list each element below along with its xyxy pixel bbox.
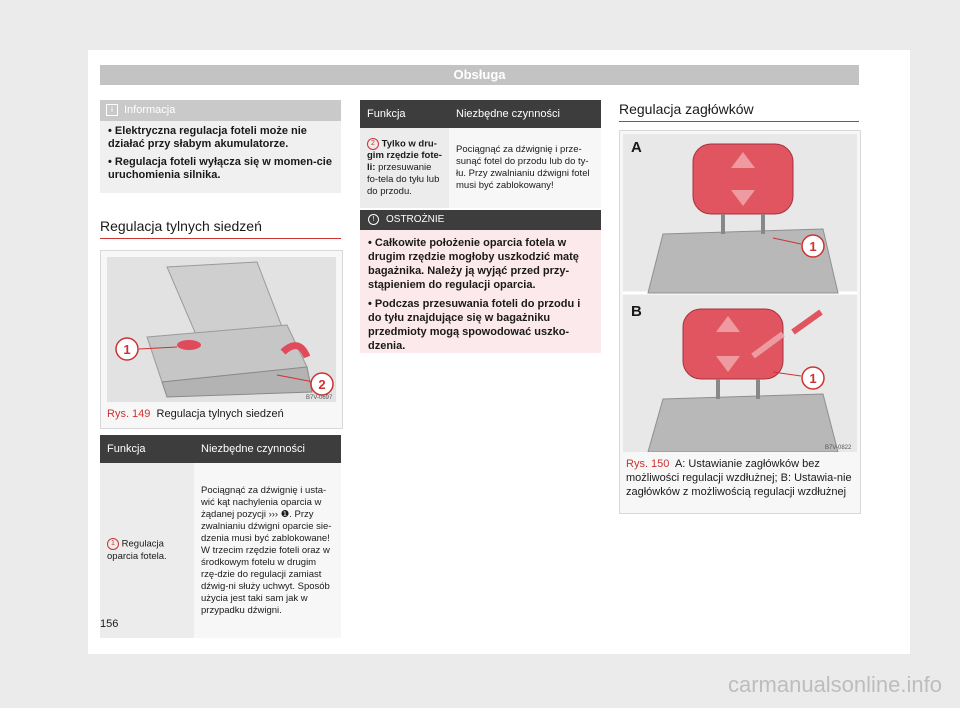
callout-1-a: 1 (809, 239, 817, 254)
warning-item: • Całkowite położenie oparcia fotela w drugim rzędzie mogłoby uszkodzić matę bagażnika. Należy ją wyjąć przed przy-stąpieniem do regulacji oparcia. (368, 237, 579, 291)
info-title: Informacja (124, 104, 176, 116)
table-cell-function: 1 Regulacja oparcia fotela. (100, 463, 194, 638)
table-cell-function: 2 Tylko w dru-gim rzędzie fote-li: przesuwanie fo-tela do tyłu lub do przodu. (360, 128, 449, 208)
page-number: 156 (100, 618, 119, 630)
table-header: Niezbędne czynności (194, 435, 341, 463)
figure-149 (100, 250, 343, 429)
info-header (100, 100, 341, 121)
callout-1: 1 (123, 342, 131, 357)
page-header: Obsługa (100, 65, 859, 85)
info-item: • Elektryczna regulacja foteli może nie działać przy słabym akumulatorze. (108, 125, 307, 150)
warning-body (360, 230, 601, 364)
table-header: Funkcja (360, 100, 449, 128)
headrest-illustration (623, 134, 857, 452)
figure-code: B7V-0697 (306, 395, 333, 401)
watermark: carmanualsonline.info (727, 672, 942, 697)
warning-box (360, 210, 601, 353)
number-badge: 2 (367, 138, 379, 150)
table-header: Niezbędne czynności (449, 100, 601, 128)
info-item: • Regulacja foteli wyłącza się w momen-cie uruchomienia silnika. (108, 156, 332, 181)
callout-2: 2 (318, 377, 326, 392)
warning-icon: ! (368, 214, 379, 225)
info-icon: i (106, 104, 118, 116)
table-row (360, 128, 601, 208)
rear-seat-illustration (107, 257, 336, 402)
info-body (100, 121, 341, 191)
table-row (100, 463, 341, 638)
section-title-rear-seats: Regulacja tylnych siedzeń (100, 218, 341, 239)
table-cell-action: Pociągnąć za dźwignię i usta-wić kąt nachylenia oparcia w żądanej pozycji ››› ❶. Przy zwalnianiu dźwigni oparcie sie-dzenia musi być zablokowane! W trzecim rzędzie foteli oraz w środkowym fotelu w drugim rzę-dzie do regulacji zamiast dźwig-ni służy uchwyt. Sposób użycia jest taki sam jak w przypadku dźwigni. (194, 463, 341, 638)
warning-item: • Podczas przesuwania foteli do przodu i do tyłu znajdujące się w bagażniku przedmioty mogą spowodować uszko-dzenia. (368, 298, 581, 352)
functions-table-1 (100, 435, 341, 638)
table-cell-action: Pociągnąć za dźwignię i prze-sunąć fotel do przodu lub do ty-łu. Przy zwalnianiu dźwigni fotel musi być zablokowany! (449, 128, 601, 208)
number-badge: 1 (107, 538, 119, 550)
figure-caption: Rys. 149 Regulacja tylnych siedzeń (107, 408, 284, 420)
info-box (100, 100, 341, 193)
figure-150 (619, 130, 861, 514)
callout-1-b: 1 (809, 371, 817, 386)
panel-a-label: A (631, 139, 642, 156)
functions-table-2 (360, 100, 601, 208)
figure-caption: Rys. 150 A: Ustawianie zagłówków bez możliwości regulacji wzdłużnej; B: Ustawia-nie zagłówków z możliwością regulacji wzdłużnej (626, 458, 852, 498)
figure-code: B7V-0822 (825, 445, 852, 451)
panel-b-label: B (631, 303, 642, 320)
section-title-headrests: Regulacja zagłówków (619, 101, 859, 122)
warning-header: ! OSTROŻNIE (360, 210, 601, 230)
table-header: Funkcja (100, 435, 194, 463)
